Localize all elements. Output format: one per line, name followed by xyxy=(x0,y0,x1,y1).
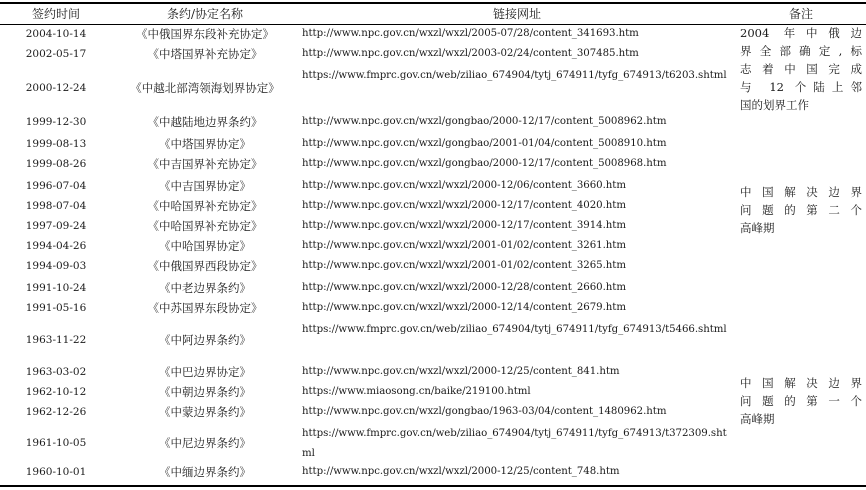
treaty-name: 《中缅边界条约》 xyxy=(159,465,251,479)
table-row xyxy=(0,256,866,276)
table-row xyxy=(0,24,866,44)
table-row xyxy=(0,44,866,64)
signing-date: 1999-08-13 xyxy=(25,138,87,150)
treaty-name: 《中阿边界条约》 xyxy=(159,333,251,347)
note-line: 问题的第二个 xyxy=(740,203,862,217)
treaty-link[interactable]: http://www.npc.gov.cn/wxzl/wxzl/2000-12/28/content_2660.htm xyxy=(302,282,626,293)
signing-date: 1996-07-04 xyxy=(25,180,87,192)
treaty-name: 《中巴边界协定》 xyxy=(159,365,251,379)
treaty-link[interactable]: https://www.fmprc.gov.cn/web/ziliao_674904/tytj_674911/tyfg_674913/t372309.shtml xyxy=(302,428,727,459)
table-row xyxy=(0,134,866,154)
table-row xyxy=(0,298,866,318)
signing-date: 1960-10-01 xyxy=(25,466,87,478)
treaty-name: 《中老边界条约》 xyxy=(159,281,251,295)
table-row xyxy=(0,112,866,132)
table-row xyxy=(0,196,866,216)
header-url: 链接网址 xyxy=(492,7,541,21)
treaty-name: 《中塔国界协定》 xyxy=(159,137,251,151)
header-name: 条约/协定名称 xyxy=(166,7,244,21)
table-row xyxy=(0,278,866,298)
treaty-link[interactable]: http://www.npc.gov.cn/wxzl/gongbao/2000-12/17/content_5008962.htm xyxy=(302,116,667,127)
treaty-name: 《中吉国界协定》 xyxy=(159,179,251,193)
table-row xyxy=(0,424,866,462)
treaty-name: 《中哈国界协定》 xyxy=(159,239,251,253)
note-line: 问题的第一个 xyxy=(740,394,862,408)
treaty-link[interactable]: http://www.npc.gov.cn/wxzl/gongbao/2000-12/17/content_5008968.htm xyxy=(302,158,667,169)
signing-date: 2002-05-17 xyxy=(25,48,87,60)
note-line: 志着中国完成 xyxy=(740,62,862,76)
note-line: 中国解决边界 xyxy=(740,185,862,199)
treaty-link[interactable]: http://www.npc.gov.cn/wxzl/gongbao/1963-03/04/content_1480962.htm xyxy=(302,406,667,417)
signing-date: 1999-12-30 xyxy=(25,116,87,128)
treaty-name: 《中越北部湾领海划界协定》 xyxy=(130,81,280,95)
treaty-name: 《中吉国界补充协定》 xyxy=(147,157,263,171)
treaty-link[interactable]: http://www.npc.gov.cn/wxzl/wxzl/2003-02/24/content_307485.htm xyxy=(302,48,639,59)
table-row xyxy=(0,362,866,382)
table-row xyxy=(0,176,866,196)
treaty-link[interactable]: http://www.npc.gov.cn/wxzl/wxzl/2000-12/14/content_2679.htm xyxy=(302,302,626,313)
note-first-peak xyxy=(740,374,862,428)
signing-date: 1962-12-26 xyxy=(25,406,87,418)
note-line: 2004 年中俄边 xyxy=(740,26,862,40)
signing-date: 1991-10-24 xyxy=(25,282,87,294)
signing-date: 1961-10-05 xyxy=(25,437,87,449)
note-line: 高峰期 xyxy=(740,412,775,426)
table-row xyxy=(0,462,866,482)
note-2004 xyxy=(740,24,862,114)
treaty-link[interactable]: http://www.npc.gov.cn/wxzl/wxzl/2000-12/25/content_748.htm xyxy=(302,466,620,477)
treaty-link[interactable]: http://www.npc.gov.cn/wxzl/wxzl/2000-12/06/content_3660.htm xyxy=(302,180,626,191)
table-row xyxy=(0,402,866,422)
signing-date: 1994-04-26 xyxy=(25,240,87,252)
note-line: 国的划界工作 xyxy=(740,98,809,112)
note-line: 界全部确定,标 xyxy=(740,44,862,58)
treaty-link[interactable]: http://www.npc.gov.cn/wxzl/wxzl/2000-12/25/content_841.htm xyxy=(302,366,620,377)
treaty-name: 《中尼边界条约》 xyxy=(159,436,251,450)
treaty-name: 《中塔国界补充协定》 xyxy=(147,47,263,61)
note-line: 高峰期 xyxy=(740,221,775,235)
treaty-name: 《中苏国界东段协定》 xyxy=(147,301,263,315)
header-note: 备注 xyxy=(788,7,813,21)
note-line: 与 12 个陆上邻 xyxy=(740,80,862,94)
treaty-link[interactable]: http://www.npc.gov.cn/wxzl/wxzl/2005-07/28/content_341693.htm xyxy=(302,28,639,39)
treaty-link[interactable]: https://www.fmprc.gov.cn/web/ziliao_674904/tytj_674911/tyfg_674913/t5466.shtml xyxy=(302,324,727,335)
treaty-name: 《中俄国界东段补充协定》 xyxy=(136,27,274,41)
signing-date: 1962-10-12 xyxy=(25,386,87,398)
treaty-name: 《中哈国界补充协定》 xyxy=(147,219,263,233)
treaty-name: 《中越陆地边界条约》 xyxy=(147,115,263,129)
note-second-peak xyxy=(740,183,862,237)
table-bottom-rule xyxy=(0,485,866,487)
signing-date: 2004-10-14 xyxy=(25,28,87,40)
treaty-link[interactable]: http://www.npc.gov.cn/wxzl/wxzl/2001-01/02/content_3265.htm xyxy=(302,260,626,271)
signing-date: 1994-09-03 xyxy=(25,260,87,272)
treaty-link[interactable]: http://www.npc.gov.cn/wxzl/gongbao/2001-01/04/content_5008910.htm xyxy=(302,138,667,149)
treaty-name: 《中蒙边界条约》 xyxy=(159,405,251,419)
treaty-link[interactable]: http://www.npc.gov.cn/wxzl/wxzl/2000-12/17/content_4020.htm xyxy=(302,200,626,211)
table-row xyxy=(0,382,866,402)
treaty-link[interactable]: http://www.npc.gov.cn/wxzl/wxzl/2001-01/02/content_3261.htm xyxy=(302,240,626,251)
treaty-name: 《中朝边界条约》 xyxy=(159,385,251,399)
note-line: 中国解决边界 xyxy=(740,376,862,390)
treaty-link[interactable]: http://www.npc.gov.cn/wxzl/wxzl/2000-12/17/content_3914.htm xyxy=(302,220,626,231)
signing-date: 2000-12-24 xyxy=(25,82,87,94)
header-date: 签约时间 xyxy=(31,7,80,21)
signing-date: 1963-11-22 xyxy=(25,334,87,346)
table-row xyxy=(0,66,866,110)
signing-date: 1999-08-26 xyxy=(25,158,87,170)
table-row xyxy=(0,216,866,236)
signing-date: 1991-05-16 xyxy=(25,302,87,314)
treaty-name: 《中俄国界西段协定》 xyxy=(147,259,263,273)
table-row xyxy=(0,154,866,174)
table-row xyxy=(0,320,866,360)
treaty-link[interactable]: https://www.fmprc.gov.cn/web/ziliao_674904/tytj_674911/tyfg_674913/t6203.shtml xyxy=(302,70,727,81)
signing-date: 1963-03-02 xyxy=(25,366,87,378)
treaty-name: 《中哈国界补充协定》 xyxy=(147,199,263,213)
signing-date: 1998-07-04 xyxy=(25,200,87,212)
treaty-link[interactable]: https://www.miaosong.cn/baike/219100.html xyxy=(302,386,531,397)
signing-date: 1997-09-24 xyxy=(25,220,87,232)
table-row xyxy=(0,236,866,256)
